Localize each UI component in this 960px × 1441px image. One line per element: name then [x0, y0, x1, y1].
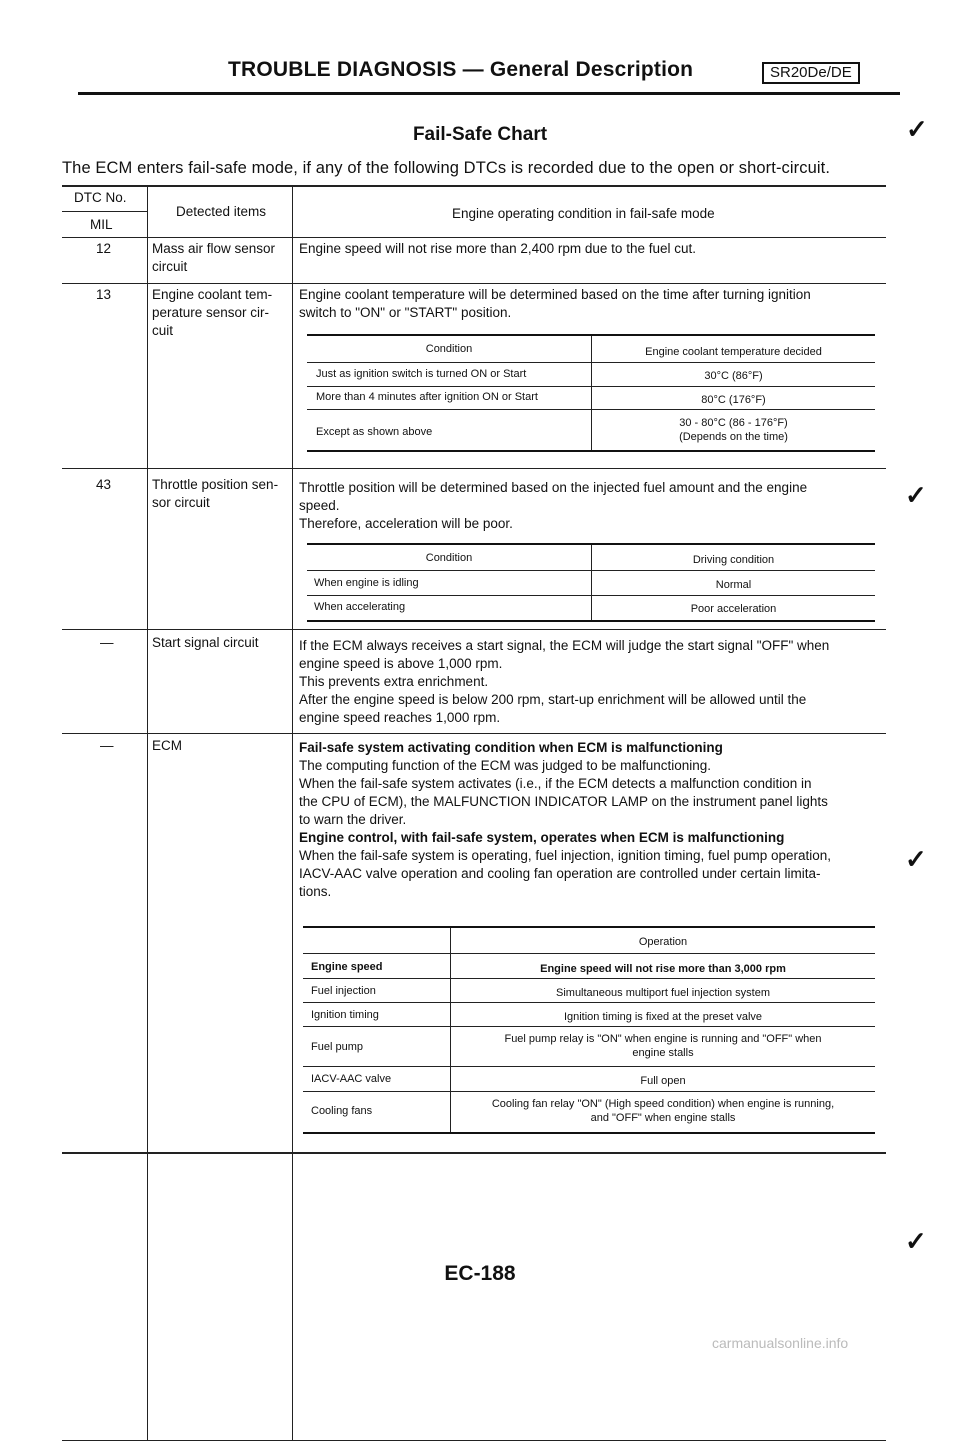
subtable-divider — [303, 953, 875, 954]
table-bottom-rule — [62, 1152, 886, 1154]
subtable-divider — [303, 1066, 875, 1067]
table-divider — [62, 733, 886, 734]
dtc-number: 13 — [96, 287, 112, 302]
detected-item-line: circuit — [152, 259, 188, 274]
subtable-cell: More than 4 minutes after ignition ON or Start — [316, 391, 538, 403]
condition-text — [299, 286, 884, 322]
revision-mark-icon: ✓ — [905, 844, 927, 874]
header-condition: Engine operating condition in fail-safe mode — [452, 206, 715, 221]
subtable-divider — [307, 595, 875, 596]
page-number: EC-188 — [444, 1262, 516, 1285]
condition-text — [299, 637, 889, 727]
detected-item-line: Throttle position sen- — [152, 477, 279, 492]
condition-line: the CPU of ECM), the MALFUNCTION INDICATOR LAMP on the instrument panel lights — [299, 794, 828, 809]
subtable-cell: Ignition timing — [311, 1009, 379, 1021]
subtable-cell: Simultaneous multiport fuel injection system — [556, 987, 770, 999]
revision-mark-icon: ✓ — [905, 480, 927, 510]
condition-text — [299, 739, 889, 901]
engine-badge: SR20De/DE — [762, 62, 860, 84]
subtable-divider — [307, 386, 875, 387]
subtable-divider — [303, 1091, 875, 1092]
subtable-cell: 30°C (86°F) — [704, 370, 763, 382]
subtable-cell: Normal — [715, 579, 752, 591]
subtable-cell-line: Cooling fan relay "ON" (High speed condition) when engine is running, — [491, 1098, 835, 1110]
subtable-cell: Cooling fans — [311, 1105, 373, 1117]
watermark: carmanualsonline.info — [712, 1335, 849, 1351]
subtable-cell: Except as shown above — [316, 426, 433, 438]
condition-line: speed. — [299, 498, 340, 513]
subtable-cell: Full open — [640, 1075, 686, 1087]
condition-line: engine speed is above 1,000 rpm. — [299, 656, 503, 671]
detected-item-line: Engine coolant tem- — [152, 287, 273, 302]
subtable-divider — [307, 570, 875, 571]
subtable-header: Condition — [425, 552, 473, 564]
table-divider — [292, 186, 293, 1441]
detected-item — [152, 286, 272, 340]
subtable-header: Condition — [425, 343, 473, 355]
subtable-divider — [307, 409, 875, 410]
dtc-number: — — [100, 738, 114, 753]
condition-line: IACV-AAC valve operation and cooling fan operation are controlled under certain limita- — [299, 866, 821, 881]
subtable-divider — [303, 1026, 875, 1027]
intro-text: The ECM enters fail-safe mode, if any of the following DTCs is recorded due to the open or short-circuit. — [62, 159, 831, 177]
subtable-cell: Fuel pump — [311, 1041, 363, 1053]
dtc-number: — — [100, 635, 114, 650]
subtable-divider — [307, 362, 875, 363]
subtable-cell-line: Fuel pump relay is "ON" when engine is running and "OFF" when — [504, 1033, 822, 1045]
subtable-cell: Just as ignition switch is turned ON or Start — [316, 368, 527, 380]
subtable-cell-line: and "OFF" when engine stalls — [590, 1112, 736, 1124]
subtable-cell — [451, 1032, 875, 1060]
header-detected: Detected items — [176, 204, 267, 219]
table-divider — [62, 283, 886, 284]
condition-line: tions. — [299, 884, 332, 899]
subtable-header: Driving condition — [692, 554, 775, 566]
subtable-header: Engine coolant temperature decided — [645, 346, 822, 358]
header-dtc: DTC No. — [74, 190, 127, 205]
dtc-number: 12 — [96, 241, 112, 256]
condition-line: Throttle position will be determined based on the injected fuel amount and the engine — [299, 480, 808, 495]
table-divider — [62, 237, 886, 238]
subtable-cell-line: 30 - 80°C (86 - 176°F) — [679, 417, 788, 429]
subtable-rule — [307, 620, 875, 622]
table-divider — [62, 211, 147, 212]
condition-line: to warn the driver. — [299, 812, 407, 827]
condition-heading: Fail-safe system activating condition when ECM is malfunctioning — [299, 740, 723, 755]
detected-item-line: Mass air flow sensor — [152, 241, 276, 256]
subtable-cell-line: engine stalls — [632, 1047, 694, 1059]
subtable-header: Operation — [638, 936, 688, 948]
table-divider — [147, 186, 148, 1441]
detected-item-line: perature sensor cir- — [152, 305, 270, 320]
subtable-divider — [303, 1002, 875, 1003]
detected-item — [152, 476, 278, 512]
subtable-cell: Engine speed will not rise more than 3,000 rpm — [540, 963, 786, 975]
revision-mark-icon: ✓ — [905, 1226, 927, 1256]
header-rule — [78, 92, 900, 95]
header-title: TROUBLE DIAGNOSIS — General Description — [228, 58, 694, 81]
subtable-rule — [307, 450, 875, 452]
condition-line: The computing function of the ECM was judged to be malfunctioning. — [299, 758, 711, 773]
subtable-cell: Engine speed — [311, 961, 383, 973]
condition-text — [299, 240, 884, 258]
condition-line: Engine speed will not rise more than 2,400 rpm due to the fuel cut. — [299, 241, 696, 256]
subtable-rule — [303, 926, 875, 928]
condition-line: switch to "ON" or "START" position. — [299, 305, 512, 320]
subtable-cell-line: (Depends on the time) — [679, 431, 788, 443]
table-top-rule — [62, 185, 886, 187]
condition-text — [299, 479, 884, 533]
revision-mark-icon: ✓ — [906, 114, 928, 144]
condition-line: Therefore, acceleration will be poor. — [299, 516, 513, 531]
subtable-cell: Poor acceleration — [690, 603, 777, 615]
condition-heading: Engine control, with fail-safe system, operates when ECM is malfunctioning — [299, 830, 785, 845]
condition-line: After the engine speed is below 200 rpm, start-up enrichment will be allowed until the — [299, 692, 807, 707]
condition-line: When the fail-safe system is operating, fuel injection, ignition timing, fuel pump operation, — [299, 848, 832, 863]
subtable-divider — [303, 978, 875, 979]
subtable-cell — [592, 416, 875, 444]
detected-item-line: Start signal circuit — [152, 635, 259, 650]
condition-line: engine speed reaches 1,000 rpm. — [299, 710, 501, 725]
table-divider — [62, 629, 886, 630]
subtable-cell: 80°C (176°F) — [701, 394, 766, 406]
detected-item — [152, 634, 259, 652]
dtc-number: 43 — [96, 477, 112, 492]
subtable-cell: Ignition timing is fixed at the preset valve — [563, 1011, 763, 1023]
table-divider — [62, 468, 886, 469]
header-mil: MIL — [90, 217, 113, 232]
subtable-cell: IACV-AAC valve — [311, 1073, 392, 1085]
subtable-cell: When engine is idling — [314, 577, 419, 589]
subtable-rule — [303, 1132, 875, 1134]
subtable-cell — [451, 1097, 875, 1125]
condition-line: Engine coolant temperature will be determined based on the time after turning ignition — [299, 287, 811, 302]
detected-item-line: sor circuit — [152, 495, 210, 510]
subtable-cell: When accelerating — [314, 601, 406, 613]
condition-line: If the ECM always receives a start signal, the ECM will judge the start signal "OFF" when — [299, 638, 830, 653]
detected-item — [152, 240, 275, 276]
detected-item — [152, 737, 182, 755]
condition-line: This prevents extra enrichment. — [299, 674, 489, 689]
detected-item-line: cuit — [152, 323, 174, 338]
chart-title: Fail-Safe Chart — [412, 124, 548, 145]
condition-line: When the fail-safe system activates (i.e., if the ECM detects a malfunction condition in — [299, 776, 812, 791]
detected-item-line: ECM — [152, 738, 182, 753]
subtable-cell: Fuel injection — [311, 985, 376, 997]
